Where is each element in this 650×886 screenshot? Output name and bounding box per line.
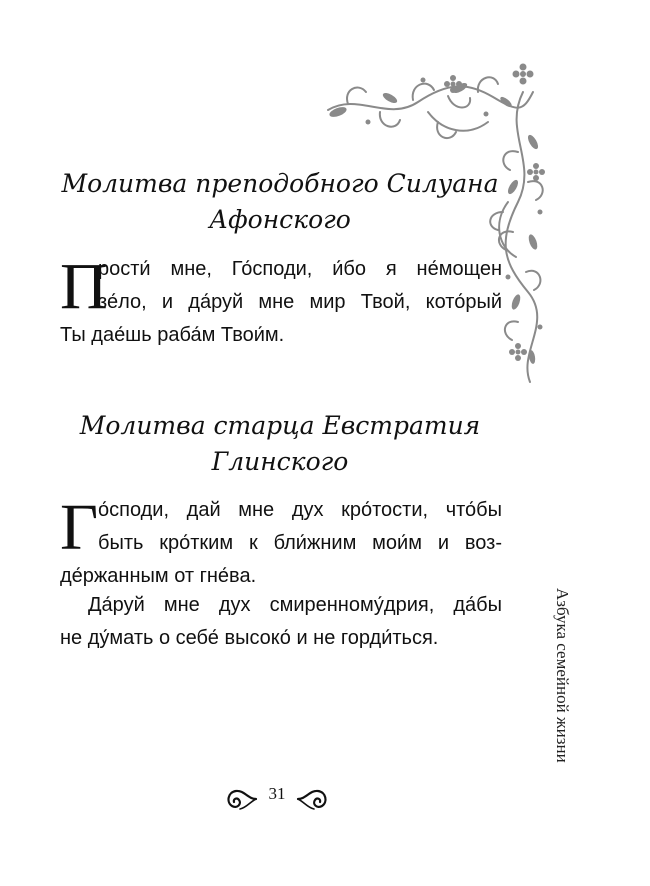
prayer-2-title-line-1: Молитва старца Евстратия <box>79 411 481 440</box>
prayer-2-title <box>60 408 500 480</box>
text-line: рости́ мне, Го́споди, и́бо я не́мощен <box>98 258 502 280</box>
prayer-1-title-line-1: Молитва преподобного Силуана <box>61 169 499 198</box>
drop-cap: Г <box>60 491 99 564</box>
prayer-1-paragraph <box>60 250 502 352</box>
curl-left-icon <box>222 786 258 812</box>
text-line: Да́руй мне дух смиренному́дрия, да́бы <box>88 594 502 616</box>
text-line: быть кро́тким к бли́жним мои́м и воз- <box>98 532 502 554</box>
prayer-2-title-line-2: Глинского <box>211 447 349 476</box>
text-line: де́ржанным от гне́ва. <box>60 565 257 587</box>
text-line: Ты дае́шь раба́м Твои́м. <box>60 324 285 346</box>
page-footer <box>222 778 332 814</box>
curl-right-icon <box>296 786 332 812</box>
page-number: 31 <box>268 784 286 803</box>
prayer-1-title-line-2: Афонского <box>209 205 351 234</box>
prayer-1-title <box>60 166 500 238</box>
prayer-2-paragraph-1 <box>60 491 502 593</box>
text-line: не ду́мать о себе́ высоко́ и не горди́ться. <box>60 627 439 649</box>
text-line: о́споди, дай мне дух кро́тости, что́бы <box>98 499 502 521</box>
prayer-2-paragraph-2 <box>60 589 502 655</box>
text-line: зе́ло, и да́руй мне мир Твой, кото́рый <box>98 291 502 313</box>
running-title: Азбука семейной жизни <box>553 588 572 763</box>
drop-cap: П <box>60 250 108 323</box>
